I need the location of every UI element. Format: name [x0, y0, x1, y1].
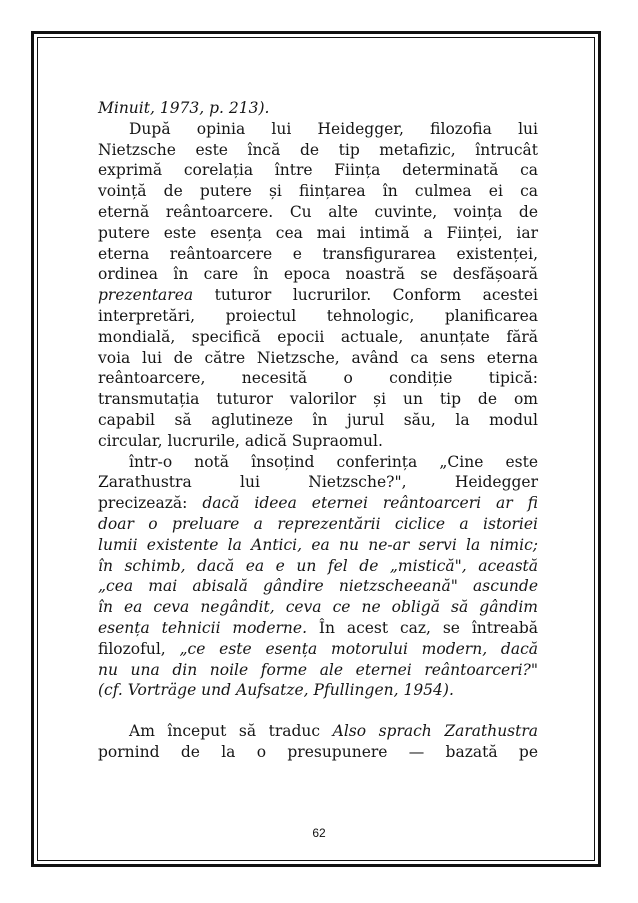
text-line: nu una din noile forme ale eternei reântoarceri?" — [98, 660, 538, 679]
text-segment: În acest caz, se întreabă — [307, 618, 538, 637]
text-line: în ea ceva negândit, ceva ce ne obligă să gândim — [98, 598, 538, 617]
emphasis-text: Also sprach Zarathustra — [332, 722, 539, 741]
text-line: capabil să aglutineze în jurul său, la modul — [98, 410, 538, 429]
body-text — [98, 98, 538, 763]
text-line: circular, lucrurile, adică Supraomul. — [98, 431, 383, 450]
text-line: (cf. Vorträge und Aufsatze, Pfullingen, 1954). — [98, 681, 454, 700]
text-line: Nietzsche este încă de tip metafizic, întrucât — [98, 140, 538, 159]
emphasis-text: prezentarea — [98, 286, 194, 305]
text-line: exprimă corelația între Ființa determinată ca — [98, 161, 538, 180]
text-line: voință de putere și ființarea în culmea ei ca — [98, 182, 538, 201]
text-line: După opinia lui Heidegger, filozofia lui — [129, 119, 538, 138]
text-line: în schimb, dacă ea e un fel de „mistică", această — [98, 556, 538, 575]
text-segment: tuturor lucrurilor. Conform acestei — [193, 286, 538, 305]
text-line: pornind de la o presupunere — bazată pe — [98, 742, 538, 761]
text-line — [98, 639, 538, 660]
text-line: într-o notă însoțind conferința „Cine este — [129, 452, 538, 471]
text-line: mondială, specifică epocii actuale, anunțate fără — [98, 327, 538, 346]
text-line: lumii existente la Antici, ea nu ne-ar servi la nimic; — [98, 535, 538, 554]
page-number: 62 — [312, 826, 326, 840]
text-line: doar o preluare a reprezentării ciclice a istoriei — [98, 514, 538, 533]
emphasis-text: dacă ideea eternei reântoarceri ar fi — [202, 494, 539, 513]
text-line: putere este esența cea mai intimă a Ființei, iar — [98, 223, 538, 242]
text-line: Zarathustra lui Nietzsche?", Heidegger — [98, 473, 538, 492]
emphasis-text: „ce este esența motorului modern, dacă — [179, 639, 538, 658]
text-line: interpretări, proiectul tehnologic, planificarea — [98, 306, 538, 325]
paragraph-gap — [98, 701, 538, 721]
text-line: eternă reântoarcere. Cu alte cuvinte, voința de — [98, 202, 538, 221]
text-line — [98, 285, 538, 306]
text-line: transmutația tuturor valorilor și un tip de om — [98, 390, 538, 409]
text-line: „cea mai abisală gândire nietzscheeană" ascunde — [98, 577, 538, 596]
text-line: voia lui de către Nietzsche, având ca sens eterna — [98, 348, 538, 367]
text-line: Minuit, 1973, p. 213). — [98, 99, 270, 117]
emphasis-text: esența tehnicii moderne. — [98, 618, 308, 637]
text-line: reântoarcere, necesită o condiție tipică: — [98, 369, 538, 388]
text-line: ordinea în care în epoca noastră se desfășoară — [98, 265, 538, 284]
text-line: eterna reântoarcere e transfigurarea existenței, — [98, 244, 538, 263]
text-segment: filozoful, — [98, 639, 180, 658]
text-line — [98, 493, 538, 514]
text-line — [98, 721, 538, 742]
text-segment: Am început să traduc — [129, 722, 333, 741]
text-segment: precizează: — [98, 494, 203, 513]
text-line — [98, 618, 538, 639]
